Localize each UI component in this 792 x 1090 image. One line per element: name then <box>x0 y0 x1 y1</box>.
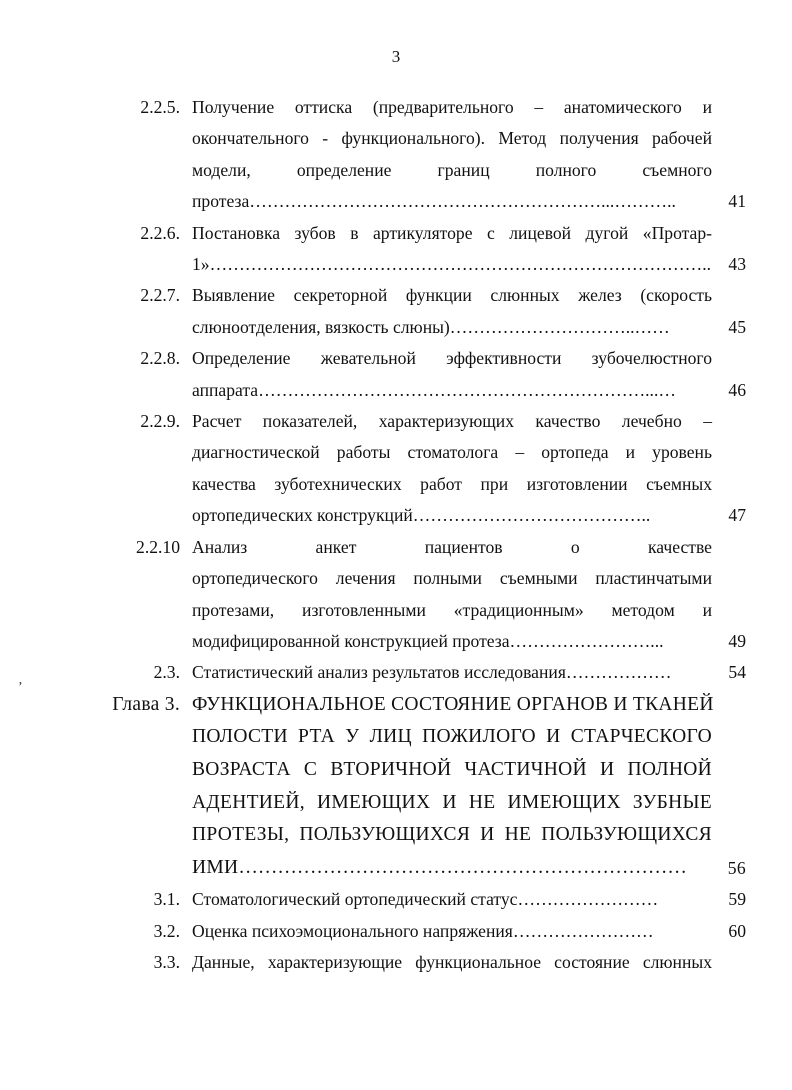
toc-page-number: 54 <box>728 662 746 683</box>
toc-dot-leader: ………………………………………………………………………….. <box>209 254 712 275</box>
toc-page-number: 56 <box>727 857 746 878</box>
toc-dot-leader: ………………………………….. <box>412 505 651 526</box>
toc-entry-title <box>192 532 712 658</box>
toc-entry-title <box>192 343 712 406</box>
toc-entry-leader-line <box>192 375 712 406</box>
toc-entry-title <box>192 689 712 885</box>
toc-page-number: 46 <box>728 379 746 400</box>
toc-entry-leader-text: аппарата <box>192 379 259 400</box>
toc-entry-line: Выявление секреторной функции слюнных желез (скорость <box>192 285 712 306</box>
toc-entry-line: Расчет показателей, характеризующих качество лечебно – <box>192 411 712 432</box>
toc-entry-leader-line <box>192 186 712 217</box>
toc-entry[interactable] <box>0 218 792 281</box>
toc-entry-title <box>192 916 712 947</box>
toc-entry-line: ПРОТЕЗЫ, ПОЛЬЗУЮЩИХСЯ И НЕ ПОЛЬЗУЮЩИХСЯ <box>192 824 712 846</box>
toc-entry-title <box>192 280 712 343</box>
toc-entry-number: 3.1. <box>153 889 180 910</box>
toc-entry-line: Анализ анкет пациентов о качестве <box>192 536 712 557</box>
toc-page-number: 43 <box>728 254 746 275</box>
toc-entry[interactable] <box>0 280 792 343</box>
toc-entry-number: 2.2.6. <box>140 222 180 243</box>
toc-entry-leader-line <box>192 852 712 885</box>
toc-dot-leader: …………………………………………………………...… <box>258 379 676 400</box>
toc-entry-number: 2.2.10 <box>136 536 180 557</box>
toc-entry-line: Данные, характеризующие функциональное состояние слюнных <box>192 952 712 973</box>
toc-entry-leader-text: ИМИ <box>192 856 239 878</box>
toc-entry-line: Постановка зубов в артикуляторе с лицевой дугой «Протар- <box>192 222 712 243</box>
toc-entry[interactable] <box>0 406 792 532</box>
toc-entry-number: Глава 3. <box>112 693 180 715</box>
toc-entry-leader-line <box>192 657 712 688</box>
toc-entry[interactable] <box>0 532 792 658</box>
toc-entry-leader-line <box>192 626 712 657</box>
toc-entry-leader-line <box>192 916 712 947</box>
toc-entry-line: ортопедического лечения полными съемными пластинчатыми <box>192 568 712 589</box>
toc-page-number: 49 <box>728 630 746 651</box>
toc-entry-line: качества зуботехнических работ при изготовлении съемных <box>192 473 712 494</box>
toc-entry-leader-text: слюноотделения, вязкость слюны) <box>192 316 450 337</box>
toc-entry-title <box>192 947 712 978</box>
toc-entry[interactable] <box>0 657 792 688</box>
toc-entry-line: протезами, изготовленными «традиционным» методом и <box>192 599 712 620</box>
toc-entry-title <box>192 92 712 218</box>
toc-entry-leader-line <box>192 312 712 343</box>
toc-entry-line: окончательного - функционального). Метод получения рабочей <box>192 128 712 149</box>
margin-mark: ’ <box>18 680 23 695</box>
toc-entry-number: 2.2.9. <box>140 411 180 432</box>
toc-entry-title <box>192 218 712 281</box>
toc-entry-leader-line <box>192 500 712 531</box>
toc-dot-leader: ……………………... <box>509 630 664 651</box>
toc-entry-line: ПОЛОСТИ РТА У ЛИЦ ПОЖИЛОГО И СТАРЧЕСКОГО <box>192 726 712 748</box>
toc-entry-leader-text: Статистический анализ результатов исследования <box>192 662 566 683</box>
toc-entry-leader-text: модифицированной конструкцией протеза <box>192 630 510 651</box>
toc-entry-leader-text: 1» <box>192 254 210 275</box>
toc-entry-leader-line <box>192 884 712 915</box>
toc-entry-line: АДЕНТИЕЙ, ИМЕЮЩИХ И НЕ ИМЕЮЩИХ ЗУБНЫЕ <box>192 791 712 813</box>
toc-chapter-entry[interactable] <box>0 689 792 885</box>
toc-entry-line: ВОЗРАСТА С ВТОРИЧНОЙ ЧАСТИЧНОЙ И ПОЛНОЙ <box>192 758 712 780</box>
toc-dot-leader: …………………… <box>517 889 659 910</box>
toc-entry-leader-text: Оценка психоэмоционального напряжения <box>192 920 513 941</box>
page-number: 3 <box>391 47 401 66</box>
toc-entry-leader-line <box>192 249 712 280</box>
toc-entry-title <box>192 406 712 532</box>
toc-entry-number: 3.2. <box>153 920 180 941</box>
toc-page-number: 47 <box>728 505 746 526</box>
toc-entry[interactable] <box>0 343 792 406</box>
toc-entry-line: Получение оттиска (предварительного – анатомического и <box>192 97 712 117</box>
toc-entry-title <box>192 884 712 915</box>
toc-entry-leader-text: ортопедических конструкций <box>192 505 413 526</box>
toc-page-number: 59 <box>728 889 746 910</box>
toc-entry-leader-text: протеза <box>192 191 250 212</box>
toc-entry-line: ФУНКЦИОНАЛЬНОЕ СОСТОЯНИЕ ОРГАНОВ И ТКАНЕЙ <box>192 693 714 715</box>
toc-entry-number: 2.2.5. <box>140 97 180 117</box>
toc-entry[interactable] <box>0 916 792 947</box>
toc-entry-number: 2.2.8. <box>140 348 180 369</box>
toc-dot-leader: …………………… <box>512 920 654 941</box>
toc-entry-line: Определение жевательной эффективности зубочелюстного <box>192 348 712 369</box>
toc-entry-number: 3.3. <box>153 952 180 973</box>
toc-dot-leader: …………………………..…… <box>449 316 670 337</box>
toc-entry-number: 2.2.7. <box>140 285 180 306</box>
toc-entry-line: диагностической работы стоматолога – ортопеда и уровень <box>192 442 712 463</box>
toc-entry-line: модели, определение границ полного съемного <box>192 159 712 180</box>
table-of-contents <box>0 92 792 979</box>
toc-entry[interactable] <box>0 884 792 915</box>
toc-entry-leader-text: Стоматологический ортопедический статус <box>192 889 518 910</box>
toc-dot-leader: ……………… <box>565 662 672 683</box>
toc-entry[interactable] <box>0 947 792 978</box>
toc-page-number: 41 <box>728 191 746 212</box>
toc-entry-title <box>192 657 712 688</box>
toc-page-number: 45 <box>728 316 746 337</box>
toc-entry[interactable] <box>0 92 792 218</box>
toc-entry-number: 2.3. <box>153 662 180 683</box>
toc-dot-leader: ……………………………………………………...……….. <box>249 191 676 212</box>
toc-page-number: 60 <box>728 920 746 941</box>
toc-dot-leader: …………………………………………………………… <box>238 856 687 878</box>
